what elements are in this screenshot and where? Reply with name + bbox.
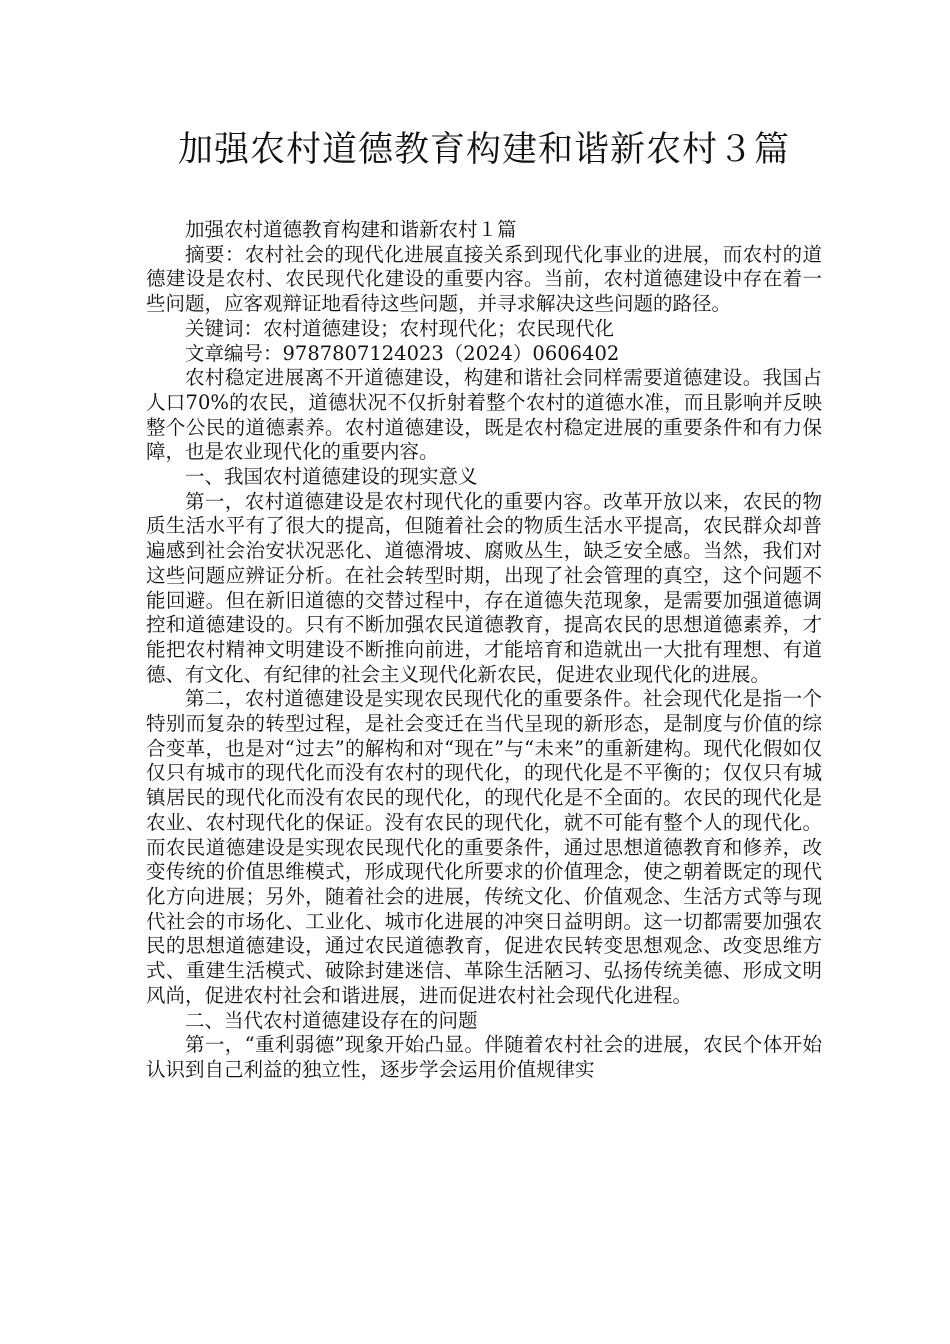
- abstract-paragraph: 摘要：农村社会的现代化进展直接关系到现代化事业的进展，而农村的道德建设是农村、农民现代化建设的重要内容。当前，农村道德建设中存在着一些问题，应客观辩证地看待这些问题，并寻求解决这些问题的路径。: [146, 242, 822, 316]
- document-body: [146, 218, 822, 1083]
- article-number-line: 文章编号：9787807124023（2024）0606402: [185, 341, 620, 365]
- section-heading-1: 一、我国农村道德建设的现实意义: [185, 465, 478, 489]
- section-heading-2: 二、当代农村道德建设存在的问题: [185, 1008, 478, 1032]
- keywords-line: 关键词：农村道德建设；农村现代化；农民现代化: [185, 316, 615, 340]
- body-paragraph: 第二，农村道德建设是实现农民现代化的重要条件。社会现代化是指一个特别而复杂的转型过程，是社会变迁在当代呈现的新形态，是制度与价值的综合变革，也是对“过去”的解构和对“现在”与“未来”的重新建构。现代化假如仅仅只有城市的现代化而没有农村的现代化，的现代化是不平衡的；仅仅只有城镇居民的现代化而没有农民的现代化，的现代化是不全面的。农民的现代化是农业、农村现代化的保证。没有农民的现代化，就不可能有整个人的现代化。而农民道德建设是实现农民现代化的重要条件，通过思想道德教育和修养，改变传统的价值思维模式，形成现代化所要求的价值理念，使之朝着既定的现代化方向进展；另外，随着社会的进展，传统文化、价值观念、生活方式等与现代社会的市场化、工业化、城市化进展的冲突日益明朗。这一切都需要加强农民的思想道德建设，通过农民道德教育，促进农民转变思想观念、改变思维方式、重建生活模式、破除封建迷信、革除生活陋习、弘扬传统美德、形成文明风尚，促进农村社会和谐进展，进而促进农村社会现代化进程。: [146, 687, 822, 1007]
- body-paragraph: 第一，“重利弱德”现象开始凸显。伴随着农村社会的进展，农民个体开始认识到自己利益的独立性，逐步学会运用价值规律实: [146, 1033, 822, 1081]
- article-subtitle: 加强农村道德教育构建和谐新农村１篇: [185, 218, 517, 241]
- intro-paragraph: 农村稳定进展离不开道德建设，构建和谐社会同样需要道德建设。我国占人口70%的农民，道德状况不仅折射着整个农村的道德水准，而且影响并反映整个公民的道德素养。农村道德建设，既是农村稳定进展的重要条件和有力保障，也是农业现代化的重要内容。: [146, 366, 822, 464]
- document-title: 加强农村道德教育构建和谐新农村３篇: [177, 130, 790, 170]
- body-paragraph: 第一，农村道德建设是农村现代化的重要内容。改革开放以来，农民的物质生活水平有了很大的提高，但随着社会的物质生活水平提高，农民群众却普遍感到社会治安状况恶化、道德滑坡、腐败丛生，缺乏安全感。当然，我们对这些问题应辨证分析。在社会转型时期，出现了社会管理的真空，这个问题不能回避。但在新旧道德的交替过程中，存在道德失范现象，是需要加强道德调控和道德建设的。只有不断加强农民道德教育，提高农民的思想道德素养，才能把农村精神文明建设不断推向前进，才能培育和造就出一大批有理想、有道德、有文化、有纪律的社会主义现代化新农民，促进农业现代化的进展。: [146, 489, 822, 686]
